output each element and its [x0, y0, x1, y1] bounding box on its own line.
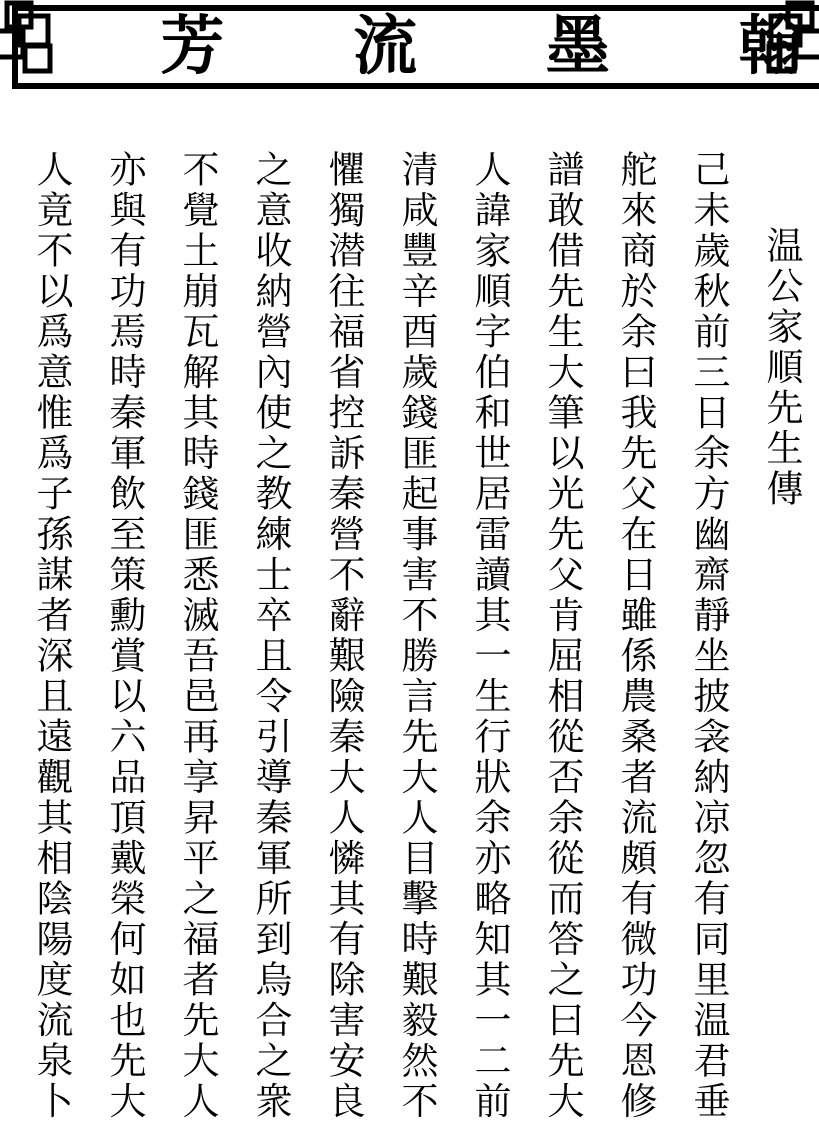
text-column: 己未歲秋前三日余方幽齋靜坐披衾納凉忽有同里温君垂: [687, 150, 728, 1122]
text-column: 人諱家順字伯和世居雷讀其一生行狀余亦略知其一二前: [468, 150, 509, 1122]
biography-text: [25, 150, 805, 1147]
banner-char: 流: [353, 11, 418, 82]
text-column: 亦與有功焉時秦軍飲至策勳賞以六品頂戴榮何如也先大: [103, 150, 144, 1122]
text-column: 之意收納營內使之教練士卒且令引導秦軍所到烏合之衆: [249, 150, 290, 1122]
text-column: 譜敢借先生大筆以光先父肯屈相從否余從而答之曰先大: [541, 150, 582, 1122]
text-column: 舵來商於余曰我先父在日雖係農桑者流頗有微功今恩修: [614, 150, 655, 1122]
text-column: 清咸豐辛酉歲錢匪起事害不勝言先大人目擊時艱毅然不: [395, 150, 436, 1122]
text-column: 懼獨潜往福省控訴秦營不辭艱險秦大人憐其有除害安良: [322, 150, 363, 1122]
banner-char: 墨: [545, 11, 610, 82]
banner-frame: [12, 5, 819, 89]
banner-char: 翰: [738, 11, 803, 82]
biography-title-column: 温公家順先生傳: [760, 226, 801, 510]
banner-char: 芳: [160, 11, 225, 82]
interlocking-squares-knot-icon: [0, 0, 62, 82]
text-column: 人竟不以爲意惟爲子孫謀者深且遠觀其相陰陽度流泉卜: [30, 150, 71, 1122]
interlocking-squares-knot-icon: [757, 0, 819, 82]
text-column: 不覺土崩瓦解其時錢匪悉滅吾邑再享昇平之福者先大人: [176, 150, 217, 1122]
